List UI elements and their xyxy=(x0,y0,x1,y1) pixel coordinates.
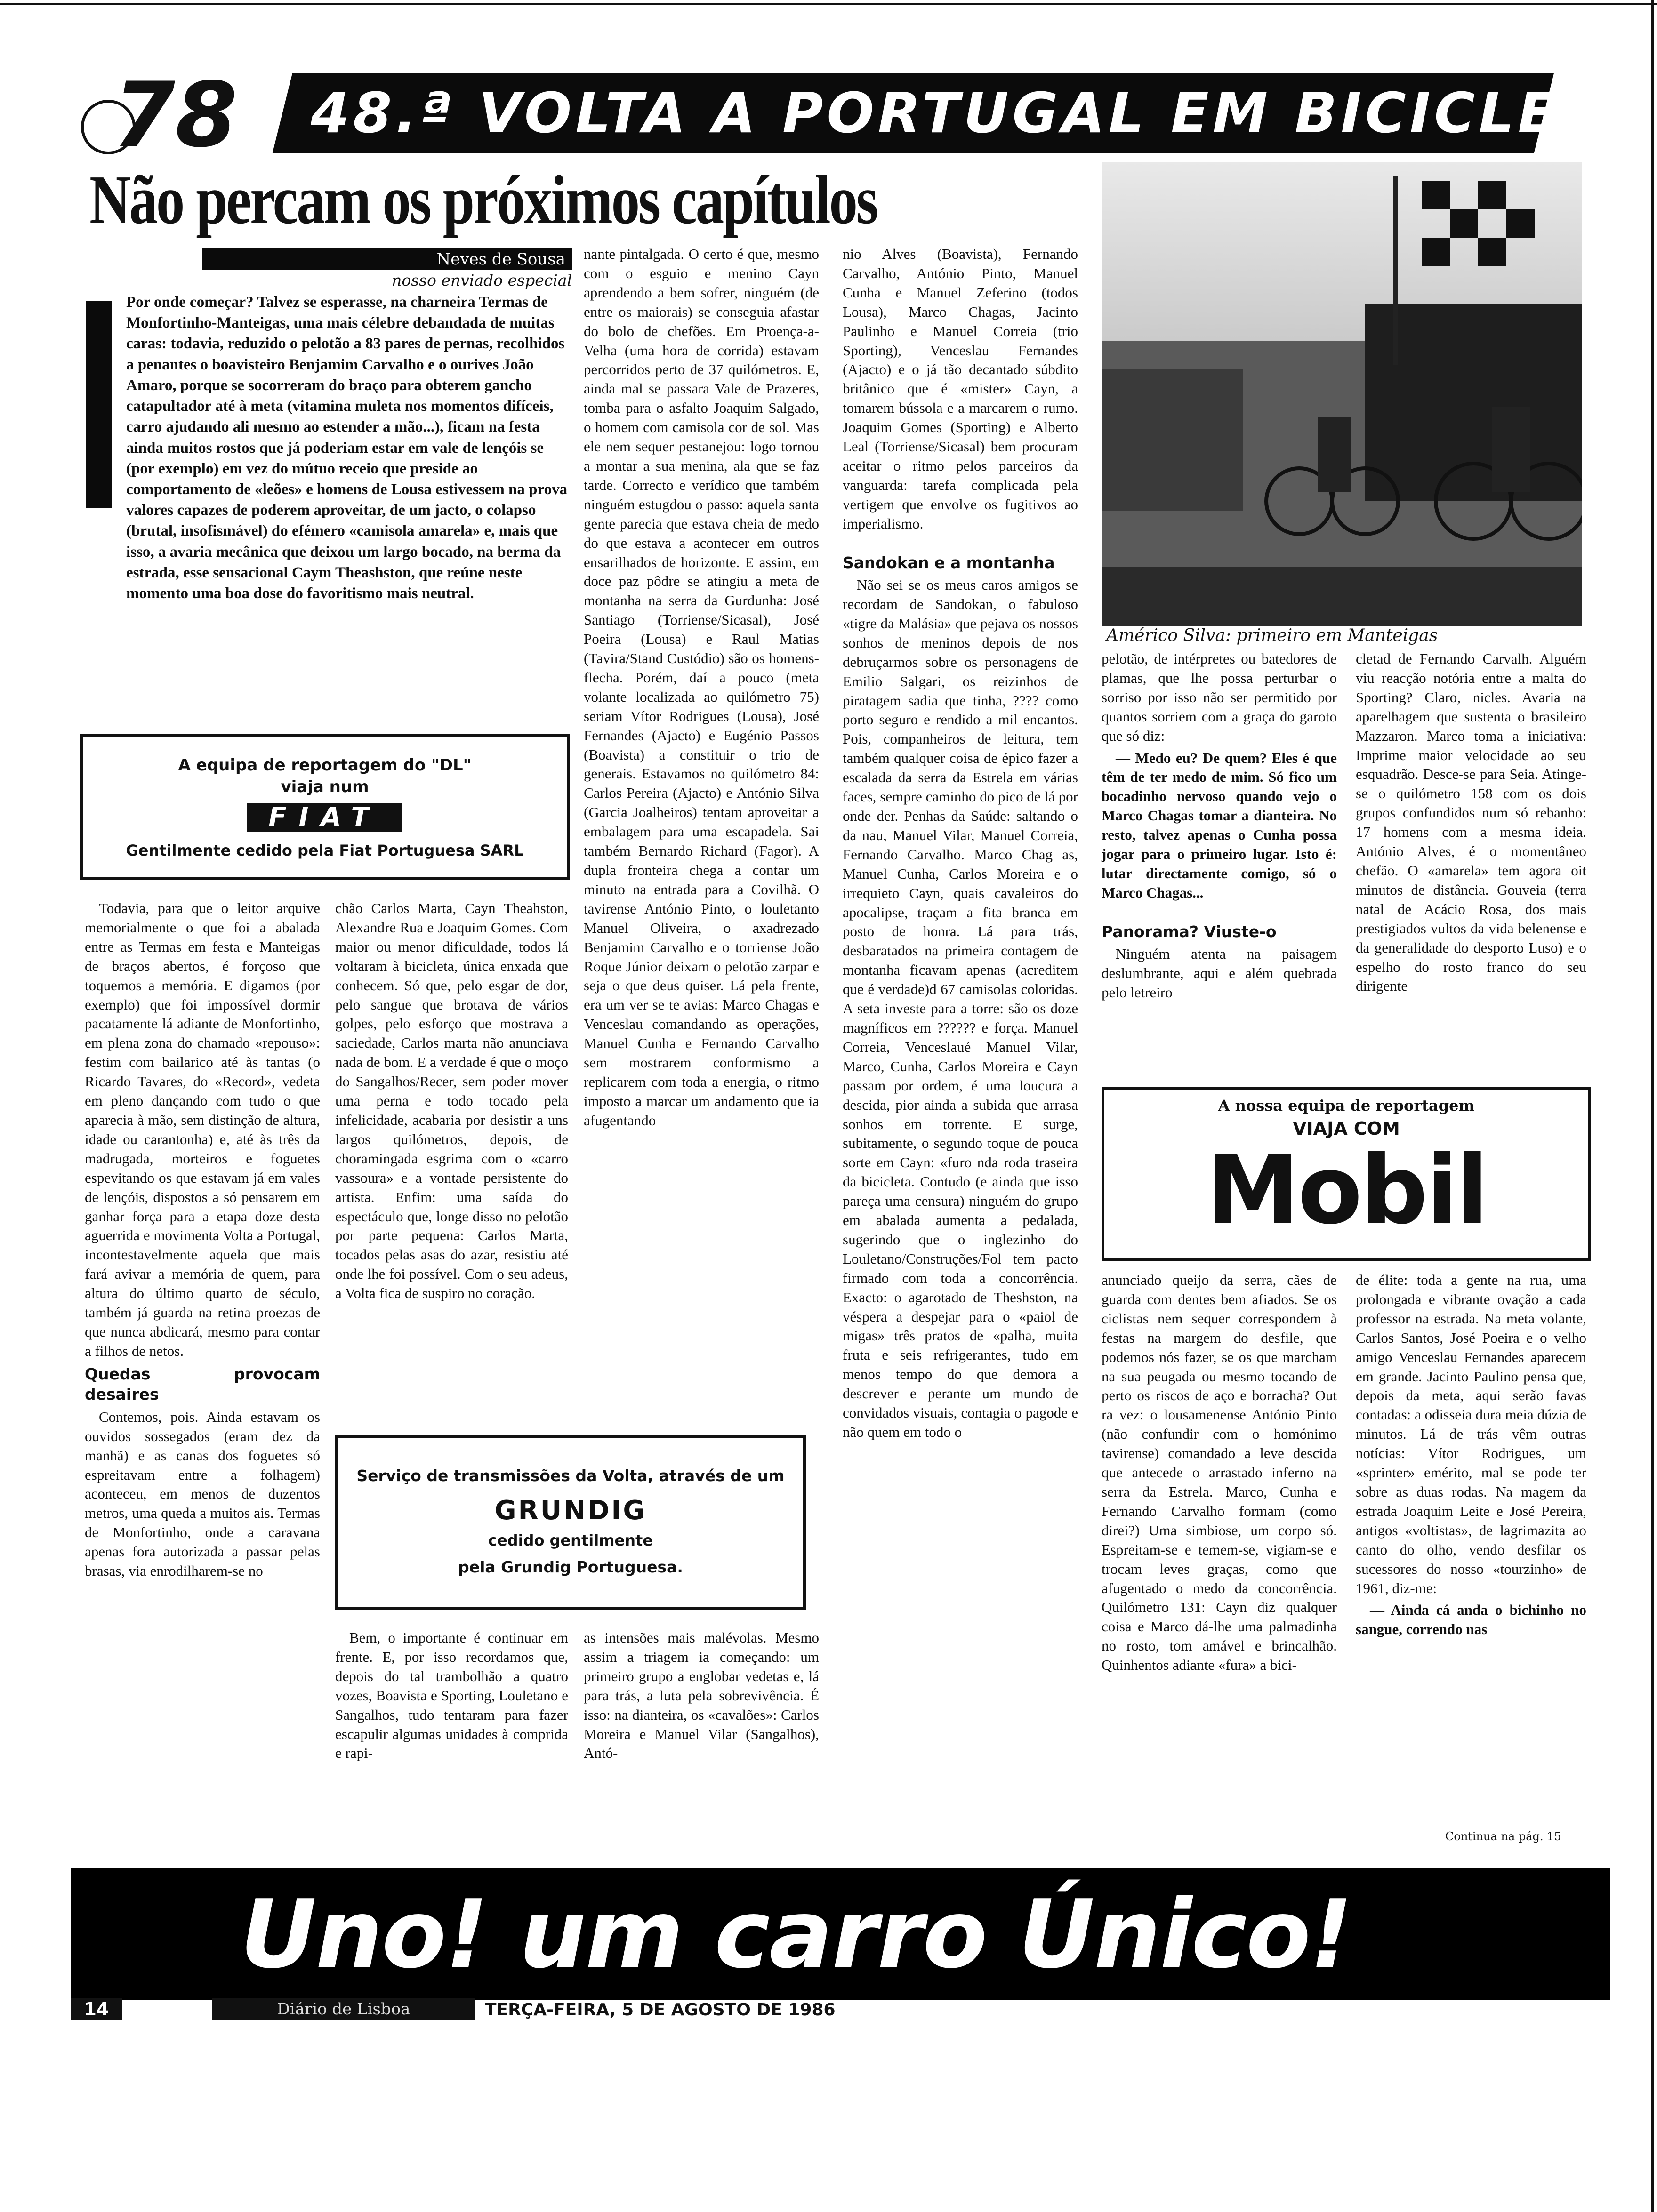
column-2 xyxy=(335,899,568,1306)
photo-image xyxy=(1102,162,1582,626)
grundig-logo: GRUNDIG xyxy=(494,1495,647,1526)
top-rule xyxy=(0,3,1657,5)
fiat-logo: FIAT xyxy=(247,803,402,832)
column-2b xyxy=(335,1628,568,1766)
fiat-ad xyxy=(80,734,570,880)
column-3b xyxy=(584,1628,819,1766)
fiat-line2: viaja num xyxy=(281,777,369,796)
col4-subhead: Sandokan e a montanha xyxy=(843,553,1055,572)
col4-text: nio Alves (Boavista), Fernando Carvalho, António Pinto, Manuel Cunha e Manuel Zeferino (todos Lousa), Marco Chagas, Jacinto Paulinho e Manuel Correia (trio Sporting), Venceslau Fernandes (Ajacto) e o já tão decantado súbdito britânico que é «mister» Cayn, a tomarem bússola e a marcarem o rumo. Joaquim Gomes (Sporting) e Alberto Leal (Torriense/Sicasal) bem procuram aceitar o ritmo pelos parceiros da vanguarda: tarefa complicada pela vertigem que envolve os fugitivos ao imperialismo. xyxy=(843,246,1078,532)
col6b-text: de élite: toda a gente na rua, uma prolongada e vibrante ovação a cada professor na estrada. Na meta volante, Carlos Santos, José Poeira e o velho amigo Venceslau Fernandes aparecem em grande. Jacinto Paulino pensa que, depois da meta, aqui serão favas contadas: a odisseia dura meia dúzia de minutos. Lá de trás vêm outras notícias: Vítor Rodrigues, um «sprinter» emérito, mal se pode ter sobre as duas rodas. Na magem da estrada Joaquim Leite e José Pereira, antigos «voltistas», de lagrimazita ao canto do olho, vendo desfilar os sucessores do nosso «tourzinho» de 1961, diz-me: xyxy=(1356,1272,1586,1596)
col2-text: chão Carlos Marta, Cayn Theahston, Alexandre Rua e Joaquim Gomes. Com maior ou menor dificuldade, todos lá voltaram à bicicleta, única enxada que conhecem. Só que, pelo esgar de dor, pelo sangue que brotava de vários golpes, pelo esforço que mostrava a saciedade, Carlos marta não anunciava nada de bom. E a verdade é que o moço do Sangalhos/Recer, sem poder mover uma perna e todo tocado pela infelicidade, acabaria por desistir a uns largos quilómetros, depois, de choramingada esgrima com o «carro vassoura» e a vontade persistente do artista. Enfim: uma saída do espectáculo que, longe disso no pelotão por parte pequena: Carlos Marta, tocados pelas asas do azar, resistiu até onde lhe foi possível. Com o seu adeus, a Volta fica de suspiro no coração. xyxy=(335,900,568,1302)
col6-quote: — Ainda cá anda o bichinho no sangue, correndo nas xyxy=(1356,1602,1586,1638)
col5-subhead: Panorama? Viuste-o xyxy=(1102,922,1277,941)
continued-note: Continua na pág. 15 xyxy=(1445,1830,1561,1843)
col3-text: nante pintalgada. O certo é que, mesmo com o esguio e menino Cayn aprendendo a bem sofrer, ninguém (de entre os maiorais) se conseguia afastar do bolo de chefões. Em Proença-a-Velha (uma hora de corrida) estavam percorridos perto de 37 quilómetros. E, ainda mal se passara Vale de Prazeres, tomba para o asfalto Joaquim Salgado, o homem com camisola cor de sol. Mas ele nem sequer pestanejou: logo tornou a montar a sua menina, ala que se faz tarde. Correcto e verídico que também ninguém estugdou o passo: aquela santa gente parecia que estava cheia de medo do que estava a acontecer em outros ensarilhados de horizonte. E assim, em doce paz pôdre se atingiu a meta de montanha na serra da Gurdunha: José Santiago (Torriense/Sicasal), José Poeira (Lousa) e Raul Matias (Tavira/Stand Custódio) são os homens-flecha. Porém, daí a pouco (meta volante localizada ao quilómetro 75) seriam Vítor Rodrigues (Lousa), José Fernandes (Ajacto) e Eugénio Passos (Boavista) a constituir o trio de generais. Estavamos no quilómetro 84: Carlos Pereira (Ajacto) e António Silva (Garcia Joalheiros) tentam aproveitar a embalagem para uma escapadela. Sai também Bernardo Richard (Fagor). A dupla fronteira chega a contar um minuto na entrada para a Covilhã. O tavirense António Pinto, o louletanto Manuel Oliveira, o axadrezado Benjamim Carvalho e o torriense João Roque Júnior deixam o pelotão zarpar e seja o que deus quiser. Lá pela frente, era um ver se te avias: Marco Chagas e Venceslau comandando as operações, Manuel Cunha e Fernando Carvalho sem mostrarem conformismo a replicarem com toda a energia, o ritmo imposto a marcar um andamento que ia afugentando xyxy=(584,246,819,1129)
col1-text: Todavia, para que o leitor arquive memorialmente o que foi a abalada entre as Termas em festa e Manteigas de braços abertos, é forçoso que toquemos a memória. E digamos (por exemplo) que foi impossível dormir pacatamente lá adiante de Monfortinho, em plena zona do chamado «repouso»: festim com bailarico até às tantas (o Ricardo Tavares, do «Record», vedeta em pleno dançando com tudo o que aparecia à mão, sem distinção de altura, idade ou carantonha) e, até às três da madrugada, morteiros e foguetes espevitando os que estavam já em vales de lençóis, dispostos a só pensarem em ganhar força para a etapa doze desta aguerrida e movimenta Volta a Portugal, incontestavelmente aquela que mais fará avivar a memória de quem, para altura do último quarto de século, também já guarda na retina proezas de que nunca abdicará, mesmo para contar a filhos de netos. xyxy=(85,900,320,1359)
uno-slogan: Uno! um carro Único! xyxy=(240,1880,1352,1989)
lead-paragraph: Por onde começar? Talvez se esperasse, na charneira Termas de Monfortinho-Manteigas, uma mais célebre debandada de muitas caras: todavia, reduzido o pelotão a 83 pares de pernas, recolhidos a penantes o boavisteiro Benjamim Carvalho e o ourives João Amaro, porque se socorreram do braço para obterem gancho catapultador até à meta (vitamina muleta nos momentos difíceis, carro ajudando ali mesmo ao estender a mão...), ficam na festa ainda muitos rostos que já poderiam estar em vale de lençóis se (por exemplo) em vez do mútuo receio que preside ao comportamento de «leões» e homens de Lousa estivessem na prova valores capazes de poderem aproveitar, de um jacto, o colapso (brutal, insofismável) do efémero «camisola amarela» e, mais que isso, a avaria mecânica que deixou um largo bocado, na berma da estrada, esse sensacional Caym Theashston, que reúne neste momento uma boa dose do favoritismo mais neutral. xyxy=(126,294,568,602)
byline-role: nosso enviado especial xyxy=(392,271,572,289)
issue-date: TERÇA-FEIRA, 5 DE AGOSTO DE 1986 xyxy=(485,2000,836,2020)
col6-text: cletad de Fernando Carvalh. Alguém viu reacção notória entre a malta do Sporting? Claro, nicles. Avaria na aparelhagem que sustenta o brasileiro Mazzaron. Marco toma a iniciativa: Imprime maior velocidade ao seu esquadrão. Desce-se para Seia. Atinge-se o quilómetro 158 com os dois grupos confundidos num só rebanho: 17 homens com a mesma ideia. António Alves, é o momentâneo chefão. O «amarela» tem agora oit minutos de distância. Gouveia (terra natal de Acácio Rosa, dos mais prestigiados vultos da vida belenense e da generalidade do desporto Luso) e o espelho do rosto franco do seu dirigente xyxy=(1356,650,1586,994)
section-banner xyxy=(273,73,1644,153)
col5b-text: Ninguém atenta na paisagem deslumbrante, aqui e além quebrada pelo letreiro xyxy=(1102,946,1337,1001)
fiat-line1: A equipa de reportagem do "DL" xyxy=(178,756,472,775)
volta-logo xyxy=(80,71,278,160)
uno-ad xyxy=(71,1868,1610,2000)
fiat-line3: Gentilmente cedido pela Fiat Portuguesa SARL xyxy=(126,842,524,859)
grundig-ad xyxy=(335,1435,806,1610)
col1-subhead: Quedas provocam desaires xyxy=(85,1364,320,1404)
col5-quote: — Medo eu? De quem? Eles é que têm de ter medo de mim. Só fico um bocadinho nervoso quando vejo o Marco Chagas tomar a dianteira. No resto, talvez apenas o Cunha possa jogar para o primeiro lugar. Isto é: lutar directamente comigo, só o Marco Chagas... xyxy=(1102,749,1337,901)
headline: Não percam os próximos capítulos xyxy=(89,161,877,239)
col1b-text: Contemos, pois. Ainda estavam os ouvidos sossegados (eram dez da manhã) e as canas dos foguetes só espreitavam entre a folhagem) aconteceu, em menos de duzentos metros, uma queda a muitos ais. Termas de Monfortinho, onde a caravana apenas fora autorizada a passar pelas brasas, via enrodilharem-se no xyxy=(85,1408,320,1579)
column-4 xyxy=(843,245,1078,1445)
grundig-line2: cedido gentilmente xyxy=(488,1531,653,1549)
lead-marker xyxy=(86,301,112,508)
right-rule xyxy=(1651,0,1654,2212)
mobil-line2: VIAJA COM xyxy=(1293,1118,1400,1139)
column-5 xyxy=(1102,649,1337,1005)
banner-title: 48.ª VOLTA A PORTUGAL EM BICICLETA xyxy=(311,80,1644,145)
masthead: Diário de Lisboa xyxy=(212,1998,475,2020)
mobil-logo: Mobil xyxy=(1206,1136,1487,1245)
logo-text: 78 xyxy=(113,71,238,160)
page-number: 14 xyxy=(71,1998,122,2020)
page-footer xyxy=(71,1996,1610,2024)
grundig-line1: Serviço de transmissões da Volta, através de um xyxy=(356,1467,785,1485)
col2b-text: Bem, o importante é continuar em frente. E, por isso recordamos que, depois do tal trambolhão a quatro vozes, Boavista e Sporting, Louletano e Sangalhos, tudo tentaram para fazer escapulir algumas unidades à comprida e rapi- xyxy=(335,1629,568,1762)
photo-caption: Américo Silva: primeiro em Manteigas xyxy=(1106,626,1438,645)
col4b-text: Não sei se os meus caros amigos se recordam de Sandokan, o fabuloso «tigre da Malásia» que pejava os nossos sonhos de meninos depois de nos debruçarmos sobre os personagens de Emilio Salgari, os reizinhos de piratagem sadia que tinha, ???? como porto seguro e rendido a mil encantos. Pois, companheiros de leitura, tem também qualquer coisa de épico fazer a escalada da serra da Estrela em várias faces, sempre caminho do pico de lá por onde der. Penhas da Saúde: saltando o da nau, Manuel Vilar, Manuel Correia, Fernando Carvalho. Marco Chag as, Manuel Cunha, Carlos Moreira e o irrequieto Cayn, quais cavaleiros do apocalipse, traçam a fita branca em posto de honra. Lá para trás, desbaratados na primeira contagem de montanha ficavam apenas (acreditem que é verdade)d 67 camisolas coloridas. A seta investe para a torre: são os doze magníficos em ?????? e força. Manuel Correia, Venceslaué Manuel Vilar, Marco, Cunha, Carlos Moreira e Cayn passam por ordem, é uma loucura a descida, pior ainda a subida que arrasa sonhos em torrente. E surge, subitamente, o segundo toque de pouca sorte em Cayn: «furo nda roda traseira da bicicleta. Contudo (e ainda que isso pareça uma censura) ninguém do grupo em abalada aumenta a pedalada, sugerindo que o inglezinho do Louletano/Construções/Fol tem pacto firmado com toda a concorrência. Exacto: o agarotado de Theshston, na véspera a despejar para o «paiol de migas» três pratos de «palha, muita fruta e seis refrigerantes, tudo em menos tempo do que demora a descrever e perante um mundo de convidados visuais, contagia o pagode e não quem em todo o xyxy=(843,577,1078,1441)
col5-text: pelotão, de intérpretes ou batedores de plamas, que lhe possa perturbar o sorriso por isso não ser permitido por quantos sorriem com a graça do garoto que só diz: xyxy=(1102,650,1337,744)
byline-author: Neves de Sousa xyxy=(202,248,572,270)
mobil-line1: A nossa equipa de reportagem xyxy=(1218,1097,1475,1114)
race-photo xyxy=(1102,162,1582,626)
column-5b xyxy=(1102,1271,1337,1678)
column-3 xyxy=(584,245,819,1133)
col3b-text: as intensões mais malévolas. Mesmo assim a triagem ia começando: um primeiro grupo a englobar vedetas e, lá para trás, a luta pela sobrevivência. É isso: na dianteira, os «cavalões»: Carlos Moreira e Manuel Vilar (Sangalhos), Antó- xyxy=(584,1629,819,1762)
col5c-text: anunciado queijo da serra, cães de guarda com dentes bem afiados. Se os ciclistas nem sequer correspondem à festas na margem do desfile, que podemos nós fazer, se os que marcham na sua peugada ou mesmo tocando de perto os riscos de aço e borracha? Out ra vez: o lousamenense António Pinto (não confundir com o homónimo tavirense) comandado a leve descida que antecede o arrastado inferno na serra da Estrela. Marco, Cunha e Fernando Carvalho formam (como direi?) Uma simbiose, um corpo só. Espreitam-se e temem-se, vigiam-se e trocam leves graças, como que afugentado o medo da concorrência. Quilómetro 131: Cayn diz qualquer coisa e Marco dá-lhe uma palmadinha no rosto, tom amável e brincalhão. Quinhentos adiante «fura» a bici- xyxy=(1102,1272,1337,1674)
column-6 xyxy=(1356,649,1586,999)
mobil-ad xyxy=(1102,1087,1591,1261)
column-1 xyxy=(85,899,320,1584)
column-6b xyxy=(1356,1271,1586,1642)
grundig-line3: pela Grundig Portuguesa. xyxy=(458,1558,683,1576)
